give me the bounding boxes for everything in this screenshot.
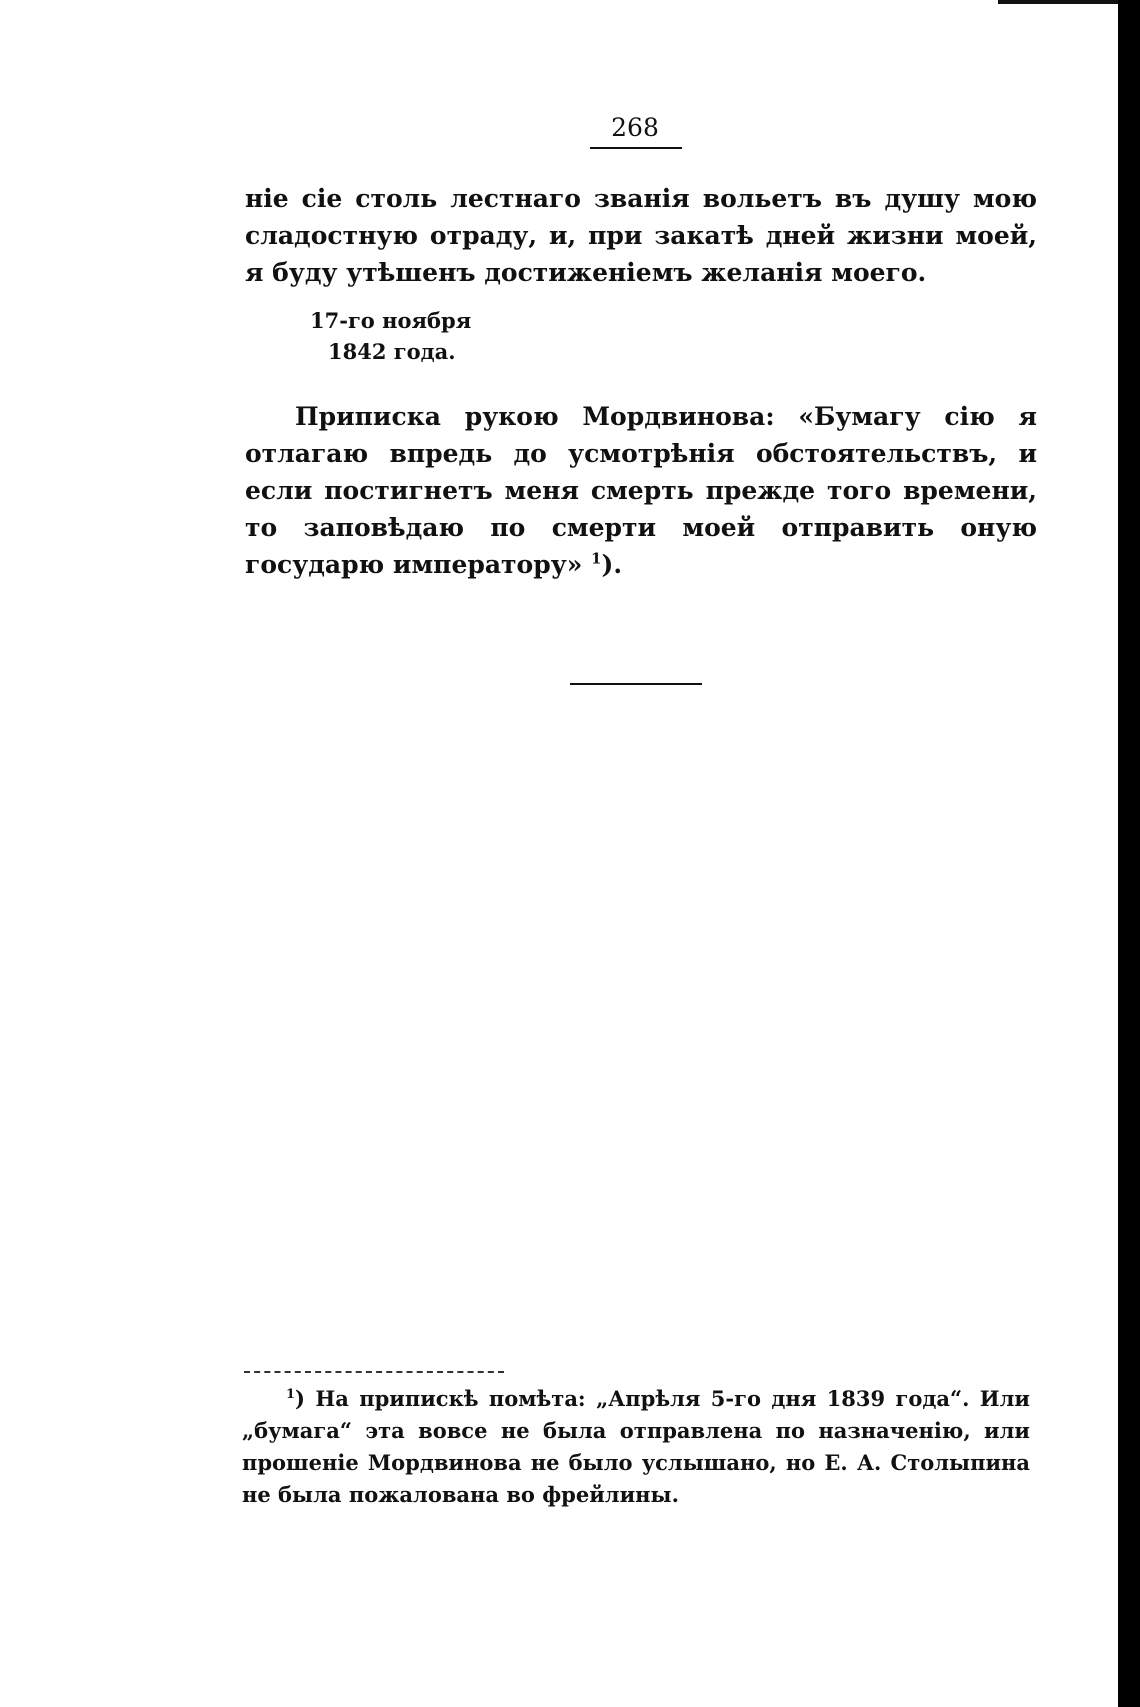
footnote-mark-suffix: ) xyxy=(295,1386,305,1411)
date-day: 17-го ноября xyxy=(310,308,472,333)
footnote-mark: 1 xyxy=(286,1387,296,1402)
date-block xyxy=(310,305,471,367)
page-number-underline xyxy=(590,147,682,149)
footnote-separator xyxy=(244,1371,504,1373)
date-year: 1842 года. xyxy=(328,339,456,364)
scan-edge-shadow xyxy=(1118,0,1140,1707)
footnote xyxy=(242,1383,1030,1511)
footnote-text: На припискѣ помѣта: „Апрѣля 5-го дня 1839 года“. Или „бумага“ эта вовсе не была отправлена по назначенію, или прошеніе Мордвинова не было услышано, но Е. А. Столыпина не была пожалована во фрейлины. xyxy=(242,1386,1031,1507)
note-text: Приписка рукою Мордвинова: «Бумагу сію я отлагаю впредь до усмотрѣнія обстоятельствъ, и если постигнетъ меня смерть прежде того времени, то заповѣдаю по смерти моей отправить оную государю императору» xyxy=(245,402,1037,579)
section-divider xyxy=(570,683,702,685)
note-closing: ). xyxy=(601,550,623,579)
scan-edge-top-mark xyxy=(998,0,1118,4)
footnote-reference[interactable]: 1 xyxy=(591,549,602,568)
page-number: 268 xyxy=(611,113,659,142)
paragraph-petition-ending: ніе сіе столь лестнаго званія вольетъ въ душу мою сладостную отраду, и, при закатѣ дней жизни моей, я буду утѣшенъ достиженіемъ желанія моего. xyxy=(245,184,1037,287)
paragraph-mordvinov-note xyxy=(245,398,1037,583)
